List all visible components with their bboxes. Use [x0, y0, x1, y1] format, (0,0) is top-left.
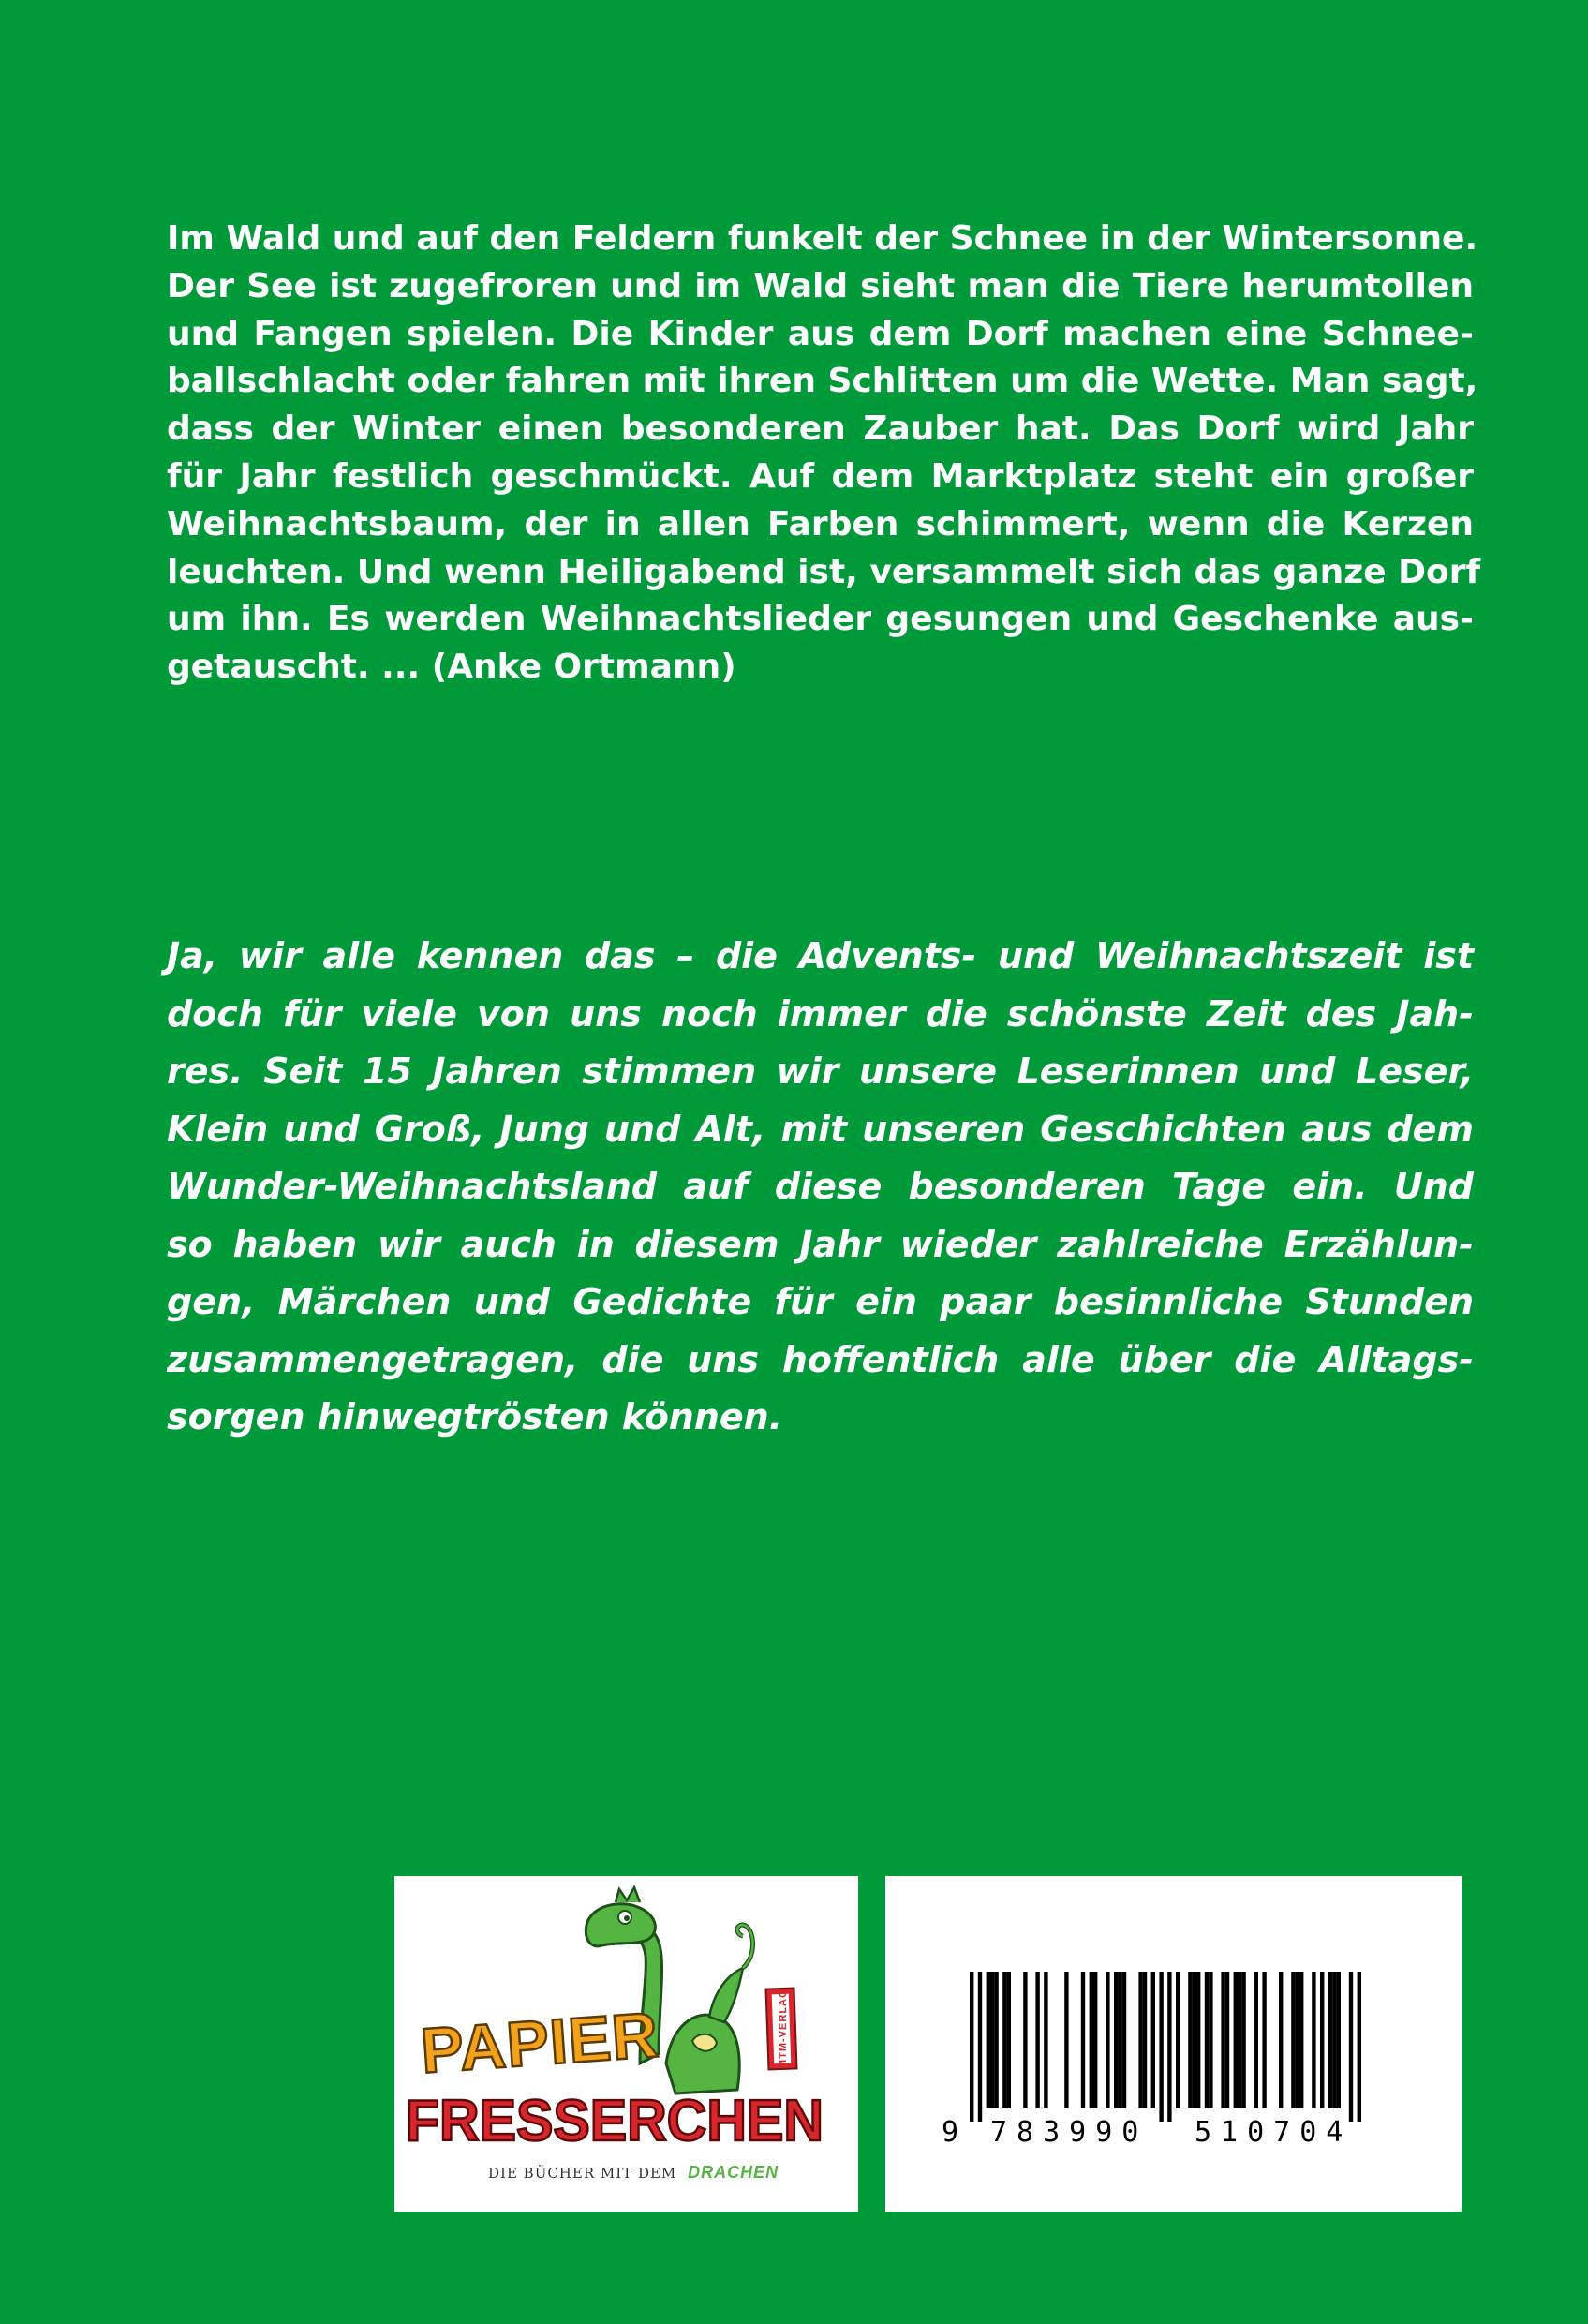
barcode-bar — [1299, 1972, 1303, 2108]
blurb-line: zusammengetragen, die uns hoffentlich alle über die Alltags- — [167, 1338, 1474, 1380]
barcode-bar — [994, 1972, 998, 2108]
barcode-bar — [1262, 1972, 1266, 2108]
barcode-bar — [1159, 1972, 1163, 2122]
excerpt-line: Der See ist zugefroren und im Wald sieht man die Tiere herumtollen — [167, 266, 1474, 305]
barcode-bar — [1114, 1972, 1118, 2108]
blurb-line: Wunder-Weihnachtsland auf diese besonderen Tage ein. Und — [167, 1166, 1474, 1207]
barcode-bar — [1081, 1972, 1085, 2108]
barcode-bar — [1328, 1972, 1332, 2108]
logo-tagline-highlight: DRACHEN — [688, 2163, 779, 2182]
isbn-digits-right: 510704 — [1195, 2116, 1353, 2149]
barcode-bar — [1151, 1972, 1155, 2108]
barcode-bar — [978, 1972, 982, 2122]
book-blurb — [167, 928, 1474, 1447]
blurb-line: sorgen hinwegtrösten können. — [167, 1396, 783, 1438]
logo-tagline — [488, 2163, 779, 2182]
barcode-bar — [990, 1972, 994, 2108]
barcode-bar — [1193, 1972, 1196, 2108]
barcode-bar — [1291, 1972, 1295, 2108]
excerpt-line: ballschlacht oder fahren mit ihren Schlitten um die Wette. Man sagt, — [167, 362, 1478, 401]
blurb-line: gen, Märchen und Gedichte für ein paar besinnliche Stunden — [167, 1281, 1474, 1322]
blurb-line: res. Seit 15 Jahren stimmen wir unsere Leserinnen und Leser, — [167, 1050, 1474, 1092]
barcode-bar — [1090, 1972, 1093, 2108]
blurb-line: so haben wir auch in diesem Jahr wieder zahlreiche Erzählun- — [167, 1223, 1474, 1265]
barcode-bar — [1279, 1972, 1283, 2108]
excerpt-line: getauscht. ... (Anke Ortmann) — [167, 648, 736, 687]
barcode-bar — [1221, 1972, 1224, 2108]
barcode-bar — [1312, 1972, 1315, 2108]
barcode-bar — [1241, 1972, 1245, 2108]
barcode-bar — [1358, 1972, 1361, 2122]
barcode-bar — [1007, 1972, 1011, 2108]
blurb-line: doch für viele von uns noch immer die schönste Zeit des Jah- — [167, 992, 1474, 1035]
isbn-digits — [942, 2116, 1391, 2153]
barcode-bar — [1176, 1972, 1180, 2108]
story-excerpt — [167, 216, 1481, 692]
excerpt-line: leuchten. Und wenn Heiligabend ist, versammelt sich das ganze Dorf — [167, 552, 1481, 591]
excerpt-line: für Jahr festlich geschmückt. Auf dem Marktplatz steht ein großer — [167, 456, 1474, 496]
barcode-bar — [970, 1972, 973, 2122]
barcode-bar — [1023, 1972, 1027, 2108]
barcode-bar — [1205, 1972, 1209, 2108]
barcode-bar — [1332, 1972, 1336, 2108]
logo-word-papier: PAPIER — [418, 1999, 661, 2087]
barcode-bar — [987, 1972, 990, 2108]
barcode-bar — [1188, 1972, 1192, 2108]
blurb-line: Klein und Groß, Jung und Alt, mit unseren Geschichten aus dem — [167, 1108, 1474, 1150]
excerpt-line: Im Wald und auf den Feldern funkelt der Schnee in der Wintersonne. — [167, 219, 1478, 258]
barcode-bar — [1106, 1972, 1109, 2108]
logo-tagline-text: DIE BÜCHER MIT DEM — [488, 2165, 677, 2182]
barcode-bar — [1002, 1972, 1006, 2108]
logo-word-fresserchen: FRESSERCHEN — [406, 2089, 824, 2153]
publisher-logo-box — [394, 1876, 858, 2212]
barcode-bar — [1209, 1972, 1212, 2108]
isbn-barcode — [970, 1972, 1382, 2122]
barcode-bar — [1167, 1972, 1171, 2122]
barcode-bar — [1064, 1972, 1068, 2108]
barcode-bar — [1093, 1972, 1097, 2108]
barcode-bar — [1296, 1972, 1299, 2108]
excerpt-line: um ihn. Es werden Weihnachtslieder gesungen und Geschenke aus- — [167, 600, 1474, 639]
excerpt-line: Weihnachtsbaum, der in allen Farben schimmert, wenn die Kerzen — [167, 504, 1474, 544]
barcode-bar — [1254, 1972, 1258, 2108]
barcode-bar — [1320, 1972, 1324, 2108]
excerpt-line: dass der Winter einen besonderen Zauber hat. Das Dorf wird Jahr — [167, 410, 1474, 449]
side-label: MTM-VERLAG — [778, 1989, 789, 2068]
barcode-bar — [1234, 1972, 1238, 2108]
barcode-bar — [1143, 1972, 1147, 2108]
barcode-bar — [1138, 1972, 1142, 2108]
barcode-bar — [1238, 1972, 1241, 2108]
barcode-bar — [1337, 1972, 1341, 2108]
barcode-bar — [1349, 1972, 1353, 2122]
isbn-digits-left: 783990 — [990, 2116, 1149, 2149]
barcode-bar — [1044, 1972, 1047, 2108]
isbn-digit-prefix: 9 — [942, 2116, 959, 2149]
publisher-logo — [394, 1876, 858, 2212]
barcode-bar — [1122, 1972, 1126, 2108]
barcode-bar — [1035, 1972, 1039, 2108]
excerpt-line: und Fangen spielen. Die Kinder aus dem Dorf machen eine Schnee- — [167, 314, 1474, 353]
barcode-bar — [1118, 1972, 1121, 2108]
barcode-bar — [1196, 1972, 1200, 2108]
isbn-barcode-box — [885, 1876, 1462, 2212]
blurb-line: Ja, wir alle kennen das – die Advents- und Weihnachtszeit ist — [167, 935, 1474, 976]
barcode-bar — [1225, 1972, 1229, 2108]
